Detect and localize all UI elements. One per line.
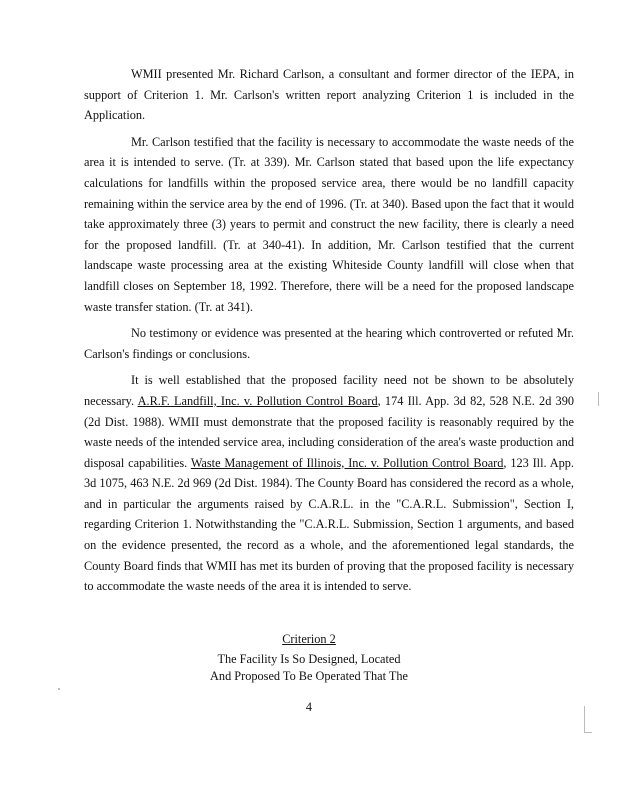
paragraph-2: Mr. Carlson testified that the facility is necessary to accommodate the waste needs of the area it is intended to serve. (Tr. at 339). Mr. Carlson stated that based upon the life expectancy calculations for landfills within the proposed service area, there would be no landfill capacity remaining within the service area by the end of 1996. (Tr. at 340). Based upon the fact that it would take approximately three (3) years to permit and construct the new facility, there is clearly a need for the proposed landfill. (Tr. at 340-41). In addition, Mr. Carlson testified that the current landscape waste processing area at the existing Whiteside County landfill will close when that landfill closes on September 18, 1992. Therefore, there will be a need for the proposed landscape waste transfer station. (Tr. at 341).	[84, 134, 574, 314]
paragraph-1: WMII presented Mr. Richard Carlson, a consultant and former director of the IEPA, in support of Criterion 1. Mr. Carlson's written report analyzing Criterion 1 is included in the Application.	[84, 67, 574, 123]
body-text	[84, 64, 574, 597]
case-citation-arf: A.R.F. Landfill, Inc. v. Pollution Control Board	[137, 393, 378, 408]
criterion-heading	[0, 631, 618, 685]
page-number: 4	[305, 700, 313, 714]
paragraph-4-text-b: , 174 Ill. App. 3d 82, 528 N.E. 2d 390 (2d Dist. 1988). WMII must demonstrate that the proposed facility is reasonably required by the waste needs of the intended service area, including consideration of the area's waste production and disposal capabilities.	[84, 393, 575, 470]
paragraph-4-text-c: , 123 Ill. App. 3d 1075, 463 N.E. 2d 969 (2d Dist. 1984). The County Board has considered the record as a whole, and in particular the arguments raised by C.A.R.L. in the "C.A.R.L. Submission", Section I, regarding Criterion 1. Notwithstanding the "C.A.R.L. Submission, Section 1 arguments, and based on the evidence presented, the record as a whole, and the aforementioned legal standards, the County Board finds that WMII has met its burden of proving that the proposed facility is necessary to accommodate the waste needs of the area it is intended to serve.	[84, 455, 574, 594]
scan-mark	[58, 688, 60, 690]
paragraph-4	[84, 370, 574, 597]
scan-mark	[598, 392, 599, 406]
scan-mark	[584, 706, 585, 732]
criterion-subtitle-line-1: The Facility Is So Designed, Located	[217, 652, 401, 666]
criterion-subtitle-line-2: And Proposed To Be Operated That The	[210, 669, 408, 683]
case-citation-waste-management: Waste Management of Illinois, Inc. v. Pollution Control Board	[190, 455, 504, 470]
paragraph-3: No testimony or evidence was presented at the hearing which controverted or refuted Mr. Carlson's findings or conclusions.	[84, 326, 574, 361]
criterion-title: Criterion 2	[282, 632, 336, 646]
scan-mark	[584, 732, 592, 733]
paragraph-4-text-a: It is well established that the proposed facility need not be shown to be absolutely necessary.	[84, 373, 574, 408]
